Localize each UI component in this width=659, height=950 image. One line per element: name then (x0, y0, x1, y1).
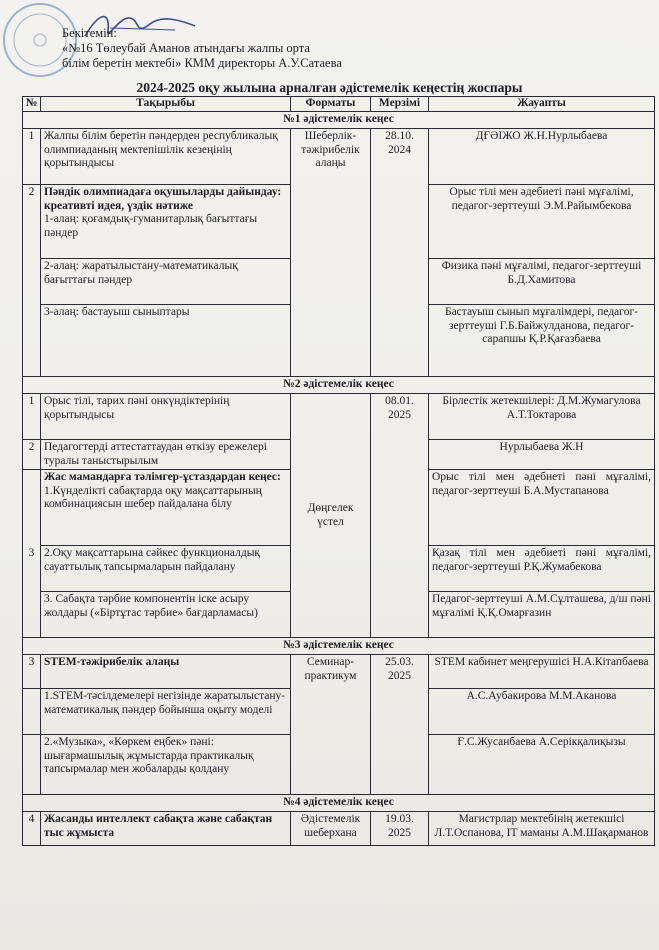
table-row (23, 812, 655, 846)
row-topic: STEM-тәжірибелік алаңы (41, 655, 291, 689)
row-num: 3 (23, 655, 41, 689)
row-topic-title: Пәндік олимпиадаға оқушыларды дайындау: креативті идея, үздік нәтиже (44, 186, 282, 212)
row-format: Әдістемелік шеберхана (291, 812, 371, 846)
row-format: Семинар-практикум (291, 655, 371, 795)
row-num: 2 (23, 440, 41, 470)
row-date: 28.10. 2024 (371, 129, 429, 377)
section-title: №4 әдістемелік кеңес (23, 795, 655, 812)
row-num-empty (23, 689, 41, 735)
row-num: 1 (23, 394, 41, 440)
row-responsible: Ғ.С.Жусанбаева А.Серікқалиқызы (429, 735, 655, 795)
document-title: 2024-2025 оқу жылына арналған әдістемелік кеңестің жоспары (136, 80, 523, 95)
row-responsible: Орыс тілі мен әдебиеті пәні мұғалімі, педагог-зерттеуші Б.А.Мустапанова (429, 470, 655, 546)
row-topic-title: Жас мамандарға тәлімгер-ұстаздардан кеңес: (44, 471, 281, 483)
row-topic: Педагогтерді аттестаттаудан өткізу ережелері туралы таныстырылым (41, 440, 291, 470)
row-topic: Орыс тілі, тарих пәні онкүндіктерінің қорытындысы (41, 394, 291, 440)
row-num: 4 (23, 812, 41, 846)
row-topic: Жасанды интеллект сабақта және сабақтан тыс жұмыста (41, 812, 291, 846)
row-responsible: Бастауыш сынып мұғалімдері, педагог-зерттеуші Г.Б.Байжулданова, педагог-сарапшы Қ.Р.Қағазбаева (429, 305, 655, 377)
row-num: 1 (23, 129, 41, 185)
header-format: Форматы (291, 97, 371, 112)
table-row (23, 394, 655, 440)
row-responsible: А.С.Аубакирова М.М.Аканова (429, 689, 655, 735)
row-topic-sub: 1.Күнделікті сабақтарда оқу мақсаттарының комбинациясын шебер пайдалана білу (44, 484, 262, 510)
row-date: 19.03. 2025 (371, 812, 429, 846)
row-responsible: Нурлыбаева Ж.Н (429, 440, 655, 470)
row-topic-sub: 1-алаң: қоғамдық-гуманитарлық бағыттағы пәндер (44, 213, 258, 239)
approval-director: білім беретін мектебі» КММ директоры А.У.Сатаева (62, 56, 342, 70)
row-topic: Жалпы білім беретін пәндерден республикалық олимпиаданың мектепішілік кезеңінің қорытындысы (41, 129, 291, 185)
row-responsible: Бірлестік жетекшілері: Д.М.Жумагулова А.Т.Токтарова (429, 394, 655, 440)
section-row (23, 795, 655, 812)
row-topic: 2.Оқу мақсаттарына сәйкес функционалдық сауаттылық тапсырмаларын пайдалану (41, 546, 291, 592)
section-row (23, 377, 655, 394)
section-title: №1 әдістемелік кеңес (23, 112, 655, 129)
row-responsible: Физика пәні мұғалімі, педагог-зерттеуші Б.Д.Хамитова (429, 259, 655, 305)
plan-table (22, 96, 655, 846)
row-responsible: Педагог-зерттеуші А.М.Сұлташева, д/ш пәні мұғалімі Қ.Қ.Омарғазин (429, 592, 655, 638)
row-responsible: ДҒӘІЖО Ж.Н.Нурлыбаева (429, 129, 655, 185)
row-topic: 1.STEM-тәсілдемелері негізінде жаратылыстану-математикалық пәндер бойынша оқыту моделі (41, 689, 291, 735)
approval-school: «№16 Төлеубай Аманов атындағы жалпы орта (62, 41, 310, 55)
row-topic (41, 470, 291, 546)
section-row (23, 112, 655, 129)
header-num: № (23, 97, 41, 112)
row-format: Шеберлік-тәжірибелік алаңы (291, 129, 371, 377)
row-num-empty (23, 735, 41, 795)
table-header-row (23, 97, 655, 112)
row-topic: 3-алаң: бастауыш сыныптары (41, 305, 291, 377)
header-date: Мерзімі (371, 97, 429, 112)
row-topic: 3. Сабақта тәрбие компонентін іске асыру жолдары («Біртұтас тәрбие» бағдарламасы) (41, 592, 291, 638)
table-row (23, 655, 655, 689)
row-date: 25.03. 2025 (371, 655, 429, 795)
section-title: №2 әдістемелік кеңес (23, 377, 655, 394)
row-num: 3 (23, 470, 41, 638)
row-responsible: Қазақ тілі мен әдебиеті пәні мұғалімі, педагог-зерттеуші Р.Қ.Жумабекова (429, 546, 655, 592)
section-row (23, 638, 655, 655)
section-title: №3 әдістемелік кеңес (23, 638, 655, 655)
row-topic (41, 185, 291, 259)
row-responsible: Магистрлар мектебінің жетекшісі Л.Т.Оспанова, IT маманы А.М.Шақарманов (429, 812, 655, 846)
row-responsible: STEM кабинет меңгерушісі Н.А.Кітапбаева (429, 655, 655, 689)
table-row (23, 129, 655, 185)
approval-label: Бекітемін: (62, 26, 117, 40)
row-topic: 2.«Музыка», «Көркем еңбек» пәні: шығармашылық жұмыстарда практикалық тапсырмалар мен жобаларды қолдану (41, 735, 291, 795)
header-responsible: Жауапты (429, 97, 655, 112)
approval-block (62, 26, 542, 71)
header-topic: Тақырыбы (41, 97, 291, 112)
row-format: Дөңгелек үстел (291, 394, 371, 638)
row-num: 2 (23, 185, 41, 377)
row-topic: 2-алаң: жаратылыстану-математикалық бағыттағы пәндер (41, 259, 291, 305)
row-responsible: Орыс тілі мен әдебиеті пәні мұғалімі, педагог-зерттеуші Э.М.Райымбекова (429, 185, 655, 259)
row-date: 08.01. 2025 (371, 394, 429, 638)
